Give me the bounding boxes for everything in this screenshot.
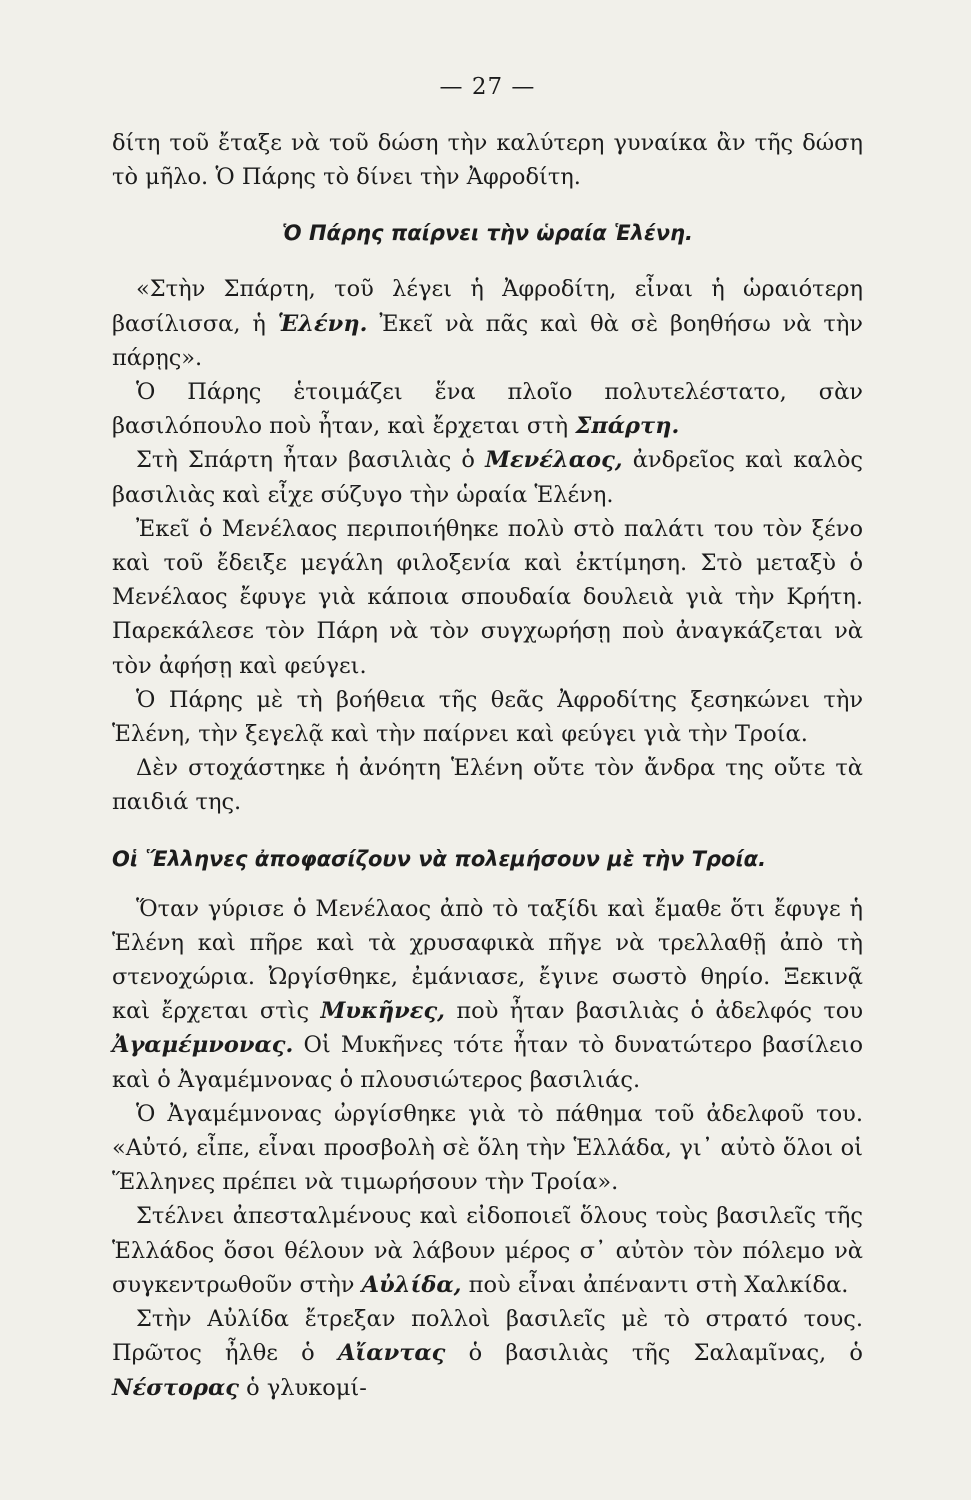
paragraph-menelaus-hospitality	[112, 512, 863, 683]
paragraph-kings-at-aulis	[112, 1302, 863, 1405]
text-run: ὁ γλυκομί-	[238, 1374, 367, 1401]
text-run: Οἱ Μυκῆνες τότε ἦταν τὸ δυνατώτερο βασίλειο καὶ ὁ Ἀγαμέμνονας ὁ πλουσιώτερος βασιλιάς.	[112, 1032, 863, 1093]
emphasis-name-ajax: Αἴαντας	[337, 1340, 446, 1367]
text-run: ποὺ εἶναι ἀπέναντι στὴ Χαλκίδα.	[461, 1271, 849, 1298]
text-run: Ἐκεῖ νὰ πᾶς καὶ θὰ σὲ βοηθήσω νὰ τὴν πάρῃς».	[112, 310, 863, 371]
text-run: Ὁ Πάρης ἑτοιμάζει ἕνα πλοῖο πολυτελέστατο, σὰν βασιλόπουλο ποὺ ἦταν, καὶ ἔρχεται στὴ	[112, 379, 863, 440]
text-run: ὁ βασιλιὰς τῆς Σαλαμῖνας, ὁ	[445, 1340, 863, 1367]
paragraph-foolish-helen	[112, 751, 863, 819]
paragraph-apple-to-aphrodite	[112, 126, 863, 194]
paragraph-paris-abducts-helen	[112, 683, 863, 751]
page-number: — 27 —	[439, 74, 536, 100]
paragraph-envoys-sent	[112, 1199, 863, 1302]
text-run: Στὴ Σπάρτη ἦταν βασιλιὰς ὁ	[136, 447, 486, 474]
text-run: Ὁ Ἀγαμέμνονας ὠργίσθηκε γιὰ τὸ πάθημα τοῦ ἀδελφοῦ του. «Αὐτό, εἶπε, εἶναι προσβολὴ σὲ ὅλη τὴν Ἑλλάδα, γι᾿ αὐτὸ ὅλοι οἱ Ἕλληνες πρέπει νὰ τιμωρήσουν τὴν Τροία».	[112, 1100, 863, 1196]
text-run: Στέλνει ἀπεσταλμένους καὶ εἰδοποιεῖ ὅλους τοὺς βασιλεῖς τῆς Ἑλλάδος ὅσοι θέλουν νὰ λάβουν μέρος σ᾿ αὐτὸν τὸν πόλεμο νὰ συγκεντρωθοῦν στὴν	[112, 1203, 863, 1298]
emphasis-name-sparta: Σπάρτη.	[575, 413, 680, 440]
emphasis-name-agamemnon: Ἀγαμέμνονας.	[112, 1032, 294, 1059]
text-run: δίτη τοῦ ἔταξε νὰ τοῦ δώση τὴν καλύτερη γυναίκα ἂν τῆς δώση τὸ μῆλο. Ὁ Πάρης τὸ δίνει τὴν Ἀφροδίτη.	[112, 130, 863, 191]
emphasis-name-nestor: Νέστορας	[112, 1374, 239, 1401]
emphasis-name-menelaus: Μενέλαος,	[485, 447, 623, 474]
paragraph-aphrodite-speech	[112, 272, 863, 375]
section-heading-greeks-decide-war: Οἱ Ἕλληνες ἀποφασίζουν νὰ πολεμήσουν μὲ τὴν Τροία.	[112, 846, 767, 871]
emphasis-name-aulis: Αὐλίδα,	[361, 1271, 462, 1298]
emphasis-name-mycenae: Μυκῆνες,	[320, 998, 446, 1025]
text-run: ποὺ ἦταν βασιλιὰς ὁ ἀδελφός του	[445, 998, 863, 1025]
paragraph-paris-ship	[112, 375, 863, 443]
paragraph-menelaus-returns	[112, 892, 863, 1097]
text-run: Ἐκεῖ ὁ Μενέλαος περιποιήθηκε πολὺ στὸ παλάτι του τὸν ξένο καὶ τοῦ ἔδειξε μεγάλη φιλοξενία καὶ ἐκτίμηση. Στὸ μεταξὺ ὁ Μενέλαος ἔφυγε γιὰ κάποια σπουδαία δουλειὰ γιὰ τὴν Κρήτη. Παρεκάλεσε τὸν Πάρη νὰ τὸν συγχωρήσῃ ποὺ ἀναγκάζεται νὰ τὸν ἀφήσῃ καὶ φεύγει.	[112, 515, 863, 679]
paragraph-agamemnon-anger	[112, 1097, 863, 1200]
emphasis-name-helen: Ἑλένη.	[277, 310, 368, 337]
section-heading-paris-takes-helen: Ὁ Πάρης παίρνει τὴν ὡραία Ἑλένη.	[282, 221, 693, 246]
paragraph-menelaus-king	[112, 443, 863, 511]
text-run: Ὅταν γύρισε ὁ Μενέλαος ἀπὸ τὸ ταξίδι καὶ ἔμαθε ὅτι ἔφυγε ἡ Ἑλένη καὶ πῆρε καὶ τὰ χρυσαφικὰ πῆγε νὰ τρελλαθῇ ἀπὸ τὴ στενοχώρια. Ὠργίσθηκε, ἐμάνιασε, ἔγινε σωστὸ θηρίο. Ξεκινᾷ καὶ ἔρχεται στὶς	[112, 895, 863, 1025]
text-run: «Στὴν Σπάρτη, τοῦ λέγει ἡ Ἀφροδίτη, εἶναι ἡ ὡραιότερη βασίλισσα, ἡ	[112, 276, 863, 337]
text-run: Ὁ Πάρης μὲ τὴ βοήθεια τῆς θεᾶς Ἀφροδίτης ξεσηκώνει τὴν Ἑλένη, τὴν ξεγελᾷ καὶ τὴν παίρνει καὶ φεύγει γιὰ τὴν Τροία.	[112, 686, 863, 748]
text-run: Στὴν Αὐλίδα ἔτρεξαν πολλοὶ βασιλεῖς μὲ τὸ στρατό τους. Πρῶτος ἦλθε ὁ	[112, 1306, 863, 1367]
text-run: Δὲν στοχάστηκε ἡ ἀνόητη Ἑλένη οὔτε τὸν ἄνδρα της οὔτε τὰ παιδιά της.	[112, 755, 863, 816]
text-run: ἀνδρεῖος καὶ καλὸς βασιλιὰς καὶ εἶχε σύζυγο τὴν ὡραία Ἑλένη.	[112, 447, 863, 508]
